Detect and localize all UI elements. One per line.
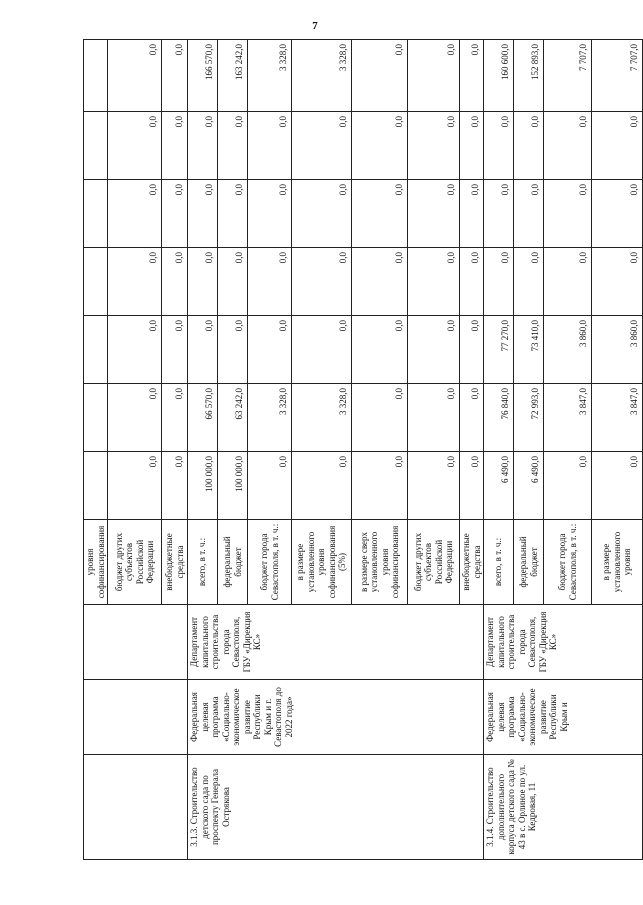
amount-cell — [84, 112, 108, 180]
amount-cell: 0,0 — [352, 316, 408, 384]
amount-cell: 0,0 — [188, 112, 218, 180]
funding-source-cell: бюджет города Севастополя, в т. ч.: — [248, 520, 292, 605]
amount-cell: 0,0 — [460, 180, 484, 248]
program-cell — [84, 680, 188, 755]
amount-cell: 0,0 — [408, 248, 460, 316]
amount-cell: 0,0 — [544, 452, 592, 520]
amount-cell: 0,0 — [460, 384, 484, 452]
amount-cell: 0,0 — [218, 248, 248, 316]
funding-source-cell: в размере сверх установленного уровня софинансирования — [352, 520, 408, 605]
program-cell: Федеральная целевая программа «Социально-экономическое развитие Республики Крым и г. Севастополя до 2022 года» — [188, 680, 484, 755]
amount-cell: 100 000,0 — [218, 452, 248, 520]
amount-cell: 3 328,0 — [292, 384, 352, 452]
executor-cell: Департамент капитального строительства города Севастополя, ГБУ «Дирекция КС» — [188, 605, 484, 680]
amount-cell: 0,0 — [108, 112, 162, 180]
executor-cell — [84, 605, 188, 680]
amount-cell — [84, 452, 108, 520]
amount-cell: 0,0 — [408, 316, 460, 384]
amount-cell — [84, 40, 108, 112]
amount-cell: 0,0 — [408, 180, 460, 248]
funding-source-cell: федеральный бюджет — [218, 520, 248, 605]
amount-cell: 0,0 — [352, 40, 408, 112]
amount-cell: 6 490,0 — [484, 452, 514, 520]
amount-cell: 0,0 — [292, 112, 352, 180]
amount-cell: 0,0 — [352, 112, 408, 180]
amount-cell: 0,0 — [460, 112, 484, 180]
program-cell: Федеральная целевая программа «Социально-экономическое развитие Республики Крым и — [484, 680, 643, 755]
amount-cell: 0,0 — [162, 452, 188, 520]
amount-cell: 66 570,0 — [188, 384, 218, 452]
budget-table — [83, 39, 643, 860]
funding-source-cell: внебюджетные средства — [162, 520, 188, 605]
amount-cell: 0,0 — [460, 452, 484, 520]
amount-cell: 0,0 — [162, 180, 188, 248]
amount-cell: 0,0 — [292, 452, 352, 520]
amount-cell: 0,0 — [408, 452, 460, 520]
funding-source-cell: бюджет города Севастополя, в т. ч.: — [544, 520, 592, 605]
amount-cell: 6 490,0 — [514, 452, 544, 520]
table-row — [84, 40, 108, 860]
table-row — [484, 40, 514, 860]
amount-cell: 0,0 — [460, 40, 484, 112]
amount-cell: 0,0 — [108, 180, 162, 248]
amount-cell: 0,0 — [514, 180, 544, 248]
amount-cell: 3 847,0 — [592, 384, 643, 452]
amount-cell: 0,0 — [544, 112, 592, 180]
amount-cell: 0,0 — [162, 384, 188, 452]
amount-cell: 0,0 — [162, 316, 188, 384]
amount-cell: 0,0 — [484, 112, 514, 180]
amount-cell: 0,0 — [460, 316, 484, 384]
amount-cell: 0,0 — [218, 112, 248, 180]
amount-cell: 0,0 — [218, 180, 248, 248]
amount-cell: 163 242,0 — [218, 40, 248, 112]
amount-cell: 0,0 — [352, 180, 408, 248]
funding-source-cell: всего, в т. ч.: — [188, 520, 218, 605]
funding-source-cell: бюджет других субъектов Российской Федерации — [408, 520, 460, 605]
amount-cell: 0,0 — [108, 40, 162, 112]
funding-source-cell: внебюджетные средства — [460, 520, 484, 605]
amount-cell: 0,0 — [162, 248, 188, 316]
amount-cell: 0,0 — [188, 316, 218, 384]
activity-name-cell — [84, 755, 188, 860]
amount-cell: 0,0 — [352, 248, 408, 316]
amount-cell: 0,0 — [108, 452, 162, 520]
amount-cell: 0,0 — [592, 180, 643, 248]
amount-cell: 3 328,0 — [292, 40, 352, 112]
amount-cell: 0,0 — [108, 248, 162, 316]
funding-source-cell: в размере установленного уровня софинансирования (5%) — [292, 520, 352, 605]
amount-cell — [84, 180, 108, 248]
amount-cell: 0,0 — [108, 384, 162, 452]
amount-cell: 0,0 — [592, 452, 643, 520]
amount-cell: 0,0 — [408, 40, 460, 112]
amount-cell: 0,0 — [292, 316, 352, 384]
amount-cell: 7 707,0 — [544, 40, 592, 112]
amount-cell: 0,0 — [248, 112, 292, 180]
funding-source-cell: бюджет других субъектов Российской Федерации — [108, 520, 162, 605]
amount-cell: 3 847,0 — [544, 384, 592, 452]
amount-cell — [84, 384, 108, 452]
amount-cell: 0,0 — [352, 452, 408, 520]
amount-cell: 0,0 — [162, 112, 188, 180]
amount-cell: 100 000,0 — [188, 452, 218, 520]
amount-cell: 0,0 — [544, 248, 592, 316]
amount-cell: 0,0 — [592, 248, 643, 316]
amount-cell: 3 328,0 — [248, 40, 292, 112]
amount-cell: 152 893,0 — [514, 40, 544, 112]
amount-cell: 0,0 — [408, 112, 460, 180]
amount-cell: 0,0 — [484, 248, 514, 316]
funding-source-cell: уровня софинансирования — [84, 520, 108, 605]
amount-cell: 0,0 — [248, 452, 292, 520]
amount-cell: 160 600,0 — [484, 40, 514, 112]
amount-cell: 0,0 — [248, 316, 292, 384]
amount-cell: 77 270,0 — [484, 316, 514, 384]
page-number: 7 — [312, 20, 318, 32]
amount-cell: 0,0 — [514, 248, 544, 316]
rotated-table-container — [83, 40, 639, 860]
amount-cell: 0,0 — [292, 180, 352, 248]
funding-source-cell: в размере установленного уровня — [592, 520, 643, 605]
amount-cell: 166 570,0 — [188, 40, 218, 112]
funding-source-cell: всего, в т. ч.: — [484, 520, 514, 605]
amount-cell: 3 860,0 — [592, 316, 643, 384]
amount-cell: 0,0 — [162, 40, 188, 112]
executor-cell: Департамент капитального строительства города Севастополя, ГБУ «Дирекция КС» — [484, 605, 643, 680]
amount-cell: 76 840,0 — [484, 384, 514, 452]
amount-cell: 0,0 — [248, 248, 292, 316]
amount-cell: 72 993,0 — [514, 384, 544, 452]
amount-cell: 3 328,0 — [248, 384, 292, 452]
activity-name-cell: 3.1.4. Строительство дополнительного корпуса детского сада № 43 в с. Орлиное по ул. Кедровая, 11 — [484, 755, 643, 860]
amount-cell: 0,0 — [408, 384, 460, 452]
table-row — [188, 40, 218, 860]
amount-cell: 0,0 — [514, 112, 544, 180]
amount-cell: 3 860,0 — [544, 316, 592, 384]
funding-source-cell: федеральный бюджет — [514, 520, 544, 605]
amount-cell: 0,0 — [292, 248, 352, 316]
amount-cell: 0,0 — [188, 248, 218, 316]
amount-cell: 0,0 — [592, 112, 643, 180]
amount-cell: 63 242,0 — [218, 384, 248, 452]
amount-cell: 0,0 — [218, 316, 248, 384]
table-body — [84, 40, 643, 860]
amount-cell: 0,0 — [188, 180, 218, 248]
amount-cell: 0,0 — [544, 180, 592, 248]
amount-cell — [84, 316, 108, 384]
amount-cell: 0,0 — [352, 384, 408, 452]
amount-cell: 0,0 — [460, 248, 484, 316]
amount-cell: 0,0 — [484, 180, 514, 248]
amount-cell — [84, 248, 108, 316]
amount-cell: 0,0 — [248, 180, 292, 248]
activity-name-cell: 3.1.3. Строительство детского сада по проспекту Генерала Острякова — [188, 755, 484, 860]
amount-cell: 7 707,0 — [592, 40, 643, 112]
amount-cell: 73 410,0 — [514, 316, 544, 384]
amount-cell: 0,0 — [108, 316, 162, 384]
